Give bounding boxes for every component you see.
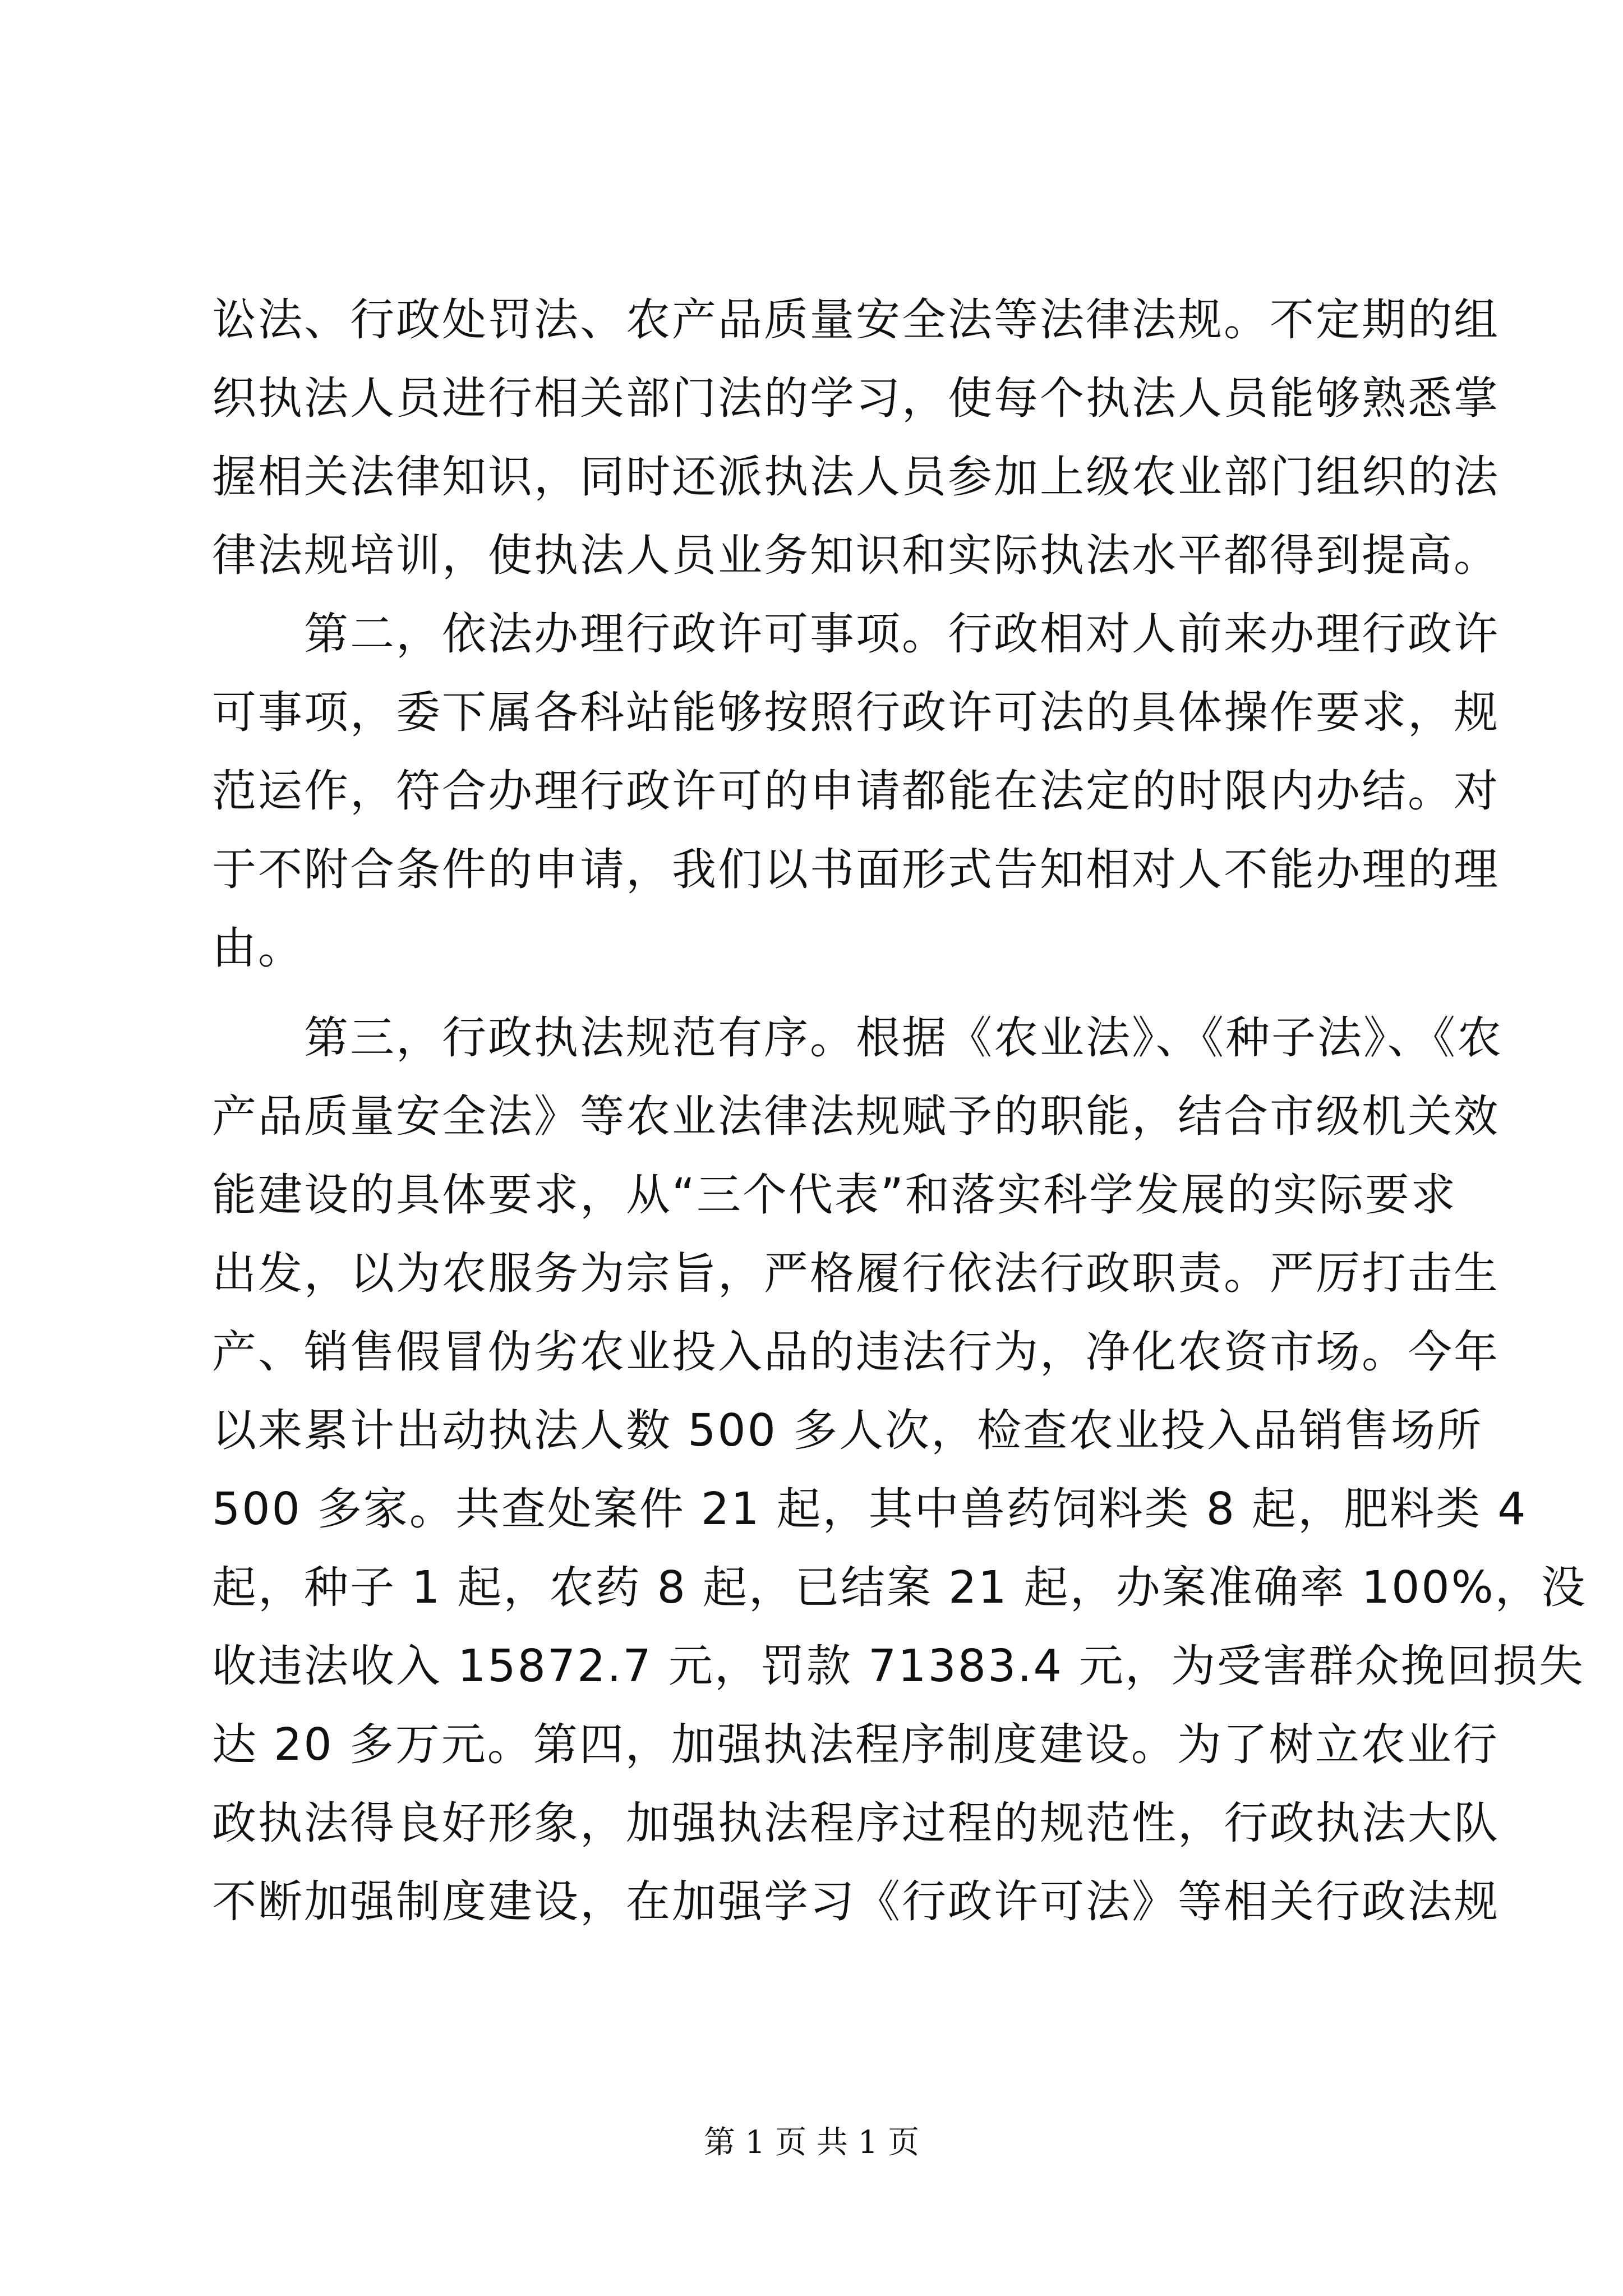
text-line: 出发，以为农服务为宗旨，严格履行依法行政职责。严厉打击生 [212, 1248, 1500, 1299]
text-line: 不断加强制度建设，在加强学习《行政许可法》等相关行政法规 [212, 1876, 1500, 1927]
text-line: 于不附合条件的申请，我们以书面形式告知相对人不能办理的理 [212, 844, 1500, 895]
page-number-footer: 第 1 页 共 1 页 [703, 2124, 920, 2161]
text-line: 能建设的具体要求，从“三个代表”和落实科学发展的实际要求 [212, 1169, 1457, 1221]
text-line: 达 20 多万元。第四，加强执法程序制度建设。为了树立农业行 [212, 1719, 1499, 1770]
text-line: 500 多家。共查处案件 21 起，其中兽药饲料类 8 起，肥料类 4 [212, 1483, 1528, 1535]
text-line: 第三，行政执法规范有序。根据《农业法》、《种子法》、《农 [212, 1012, 1503, 1064]
text-line: 由。 [212, 922, 304, 974]
text-line: 第二，依法办理行政许可事项。行政相对人前来办理行政许 [212, 608, 1500, 660]
text-line: 织执法人员进行相关部门法的学习，使每个执法人员能够熟悉掌 [212, 372, 1500, 424]
text-line: 政执法得良好形象，加强执法程序过程的规范性，行政执法大队 [212, 1797, 1500, 1849]
text-line: 可事项，委下属各科站能够按照行政许可法的具体操作要求，规 [212, 687, 1500, 738]
text-line: 起，种子 1 起，农药 8 起，已结案 21 起，办案准确率 100%，没 [212, 1562, 1587, 1613]
text-line: 握相关法律知识，同时还派执法人员参加上级农业部门组织的法 [212, 451, 1500, 503]
text-line: 律法规培训，使执法人员业务知识和实际执法水平都得到提高。 [212, 530, 1500, 581]
text-line: 收违法收入 15872.7 元，罚款 71383.4 元，为受害群众挽回损失 [212, 1640, 1585, 1692]
text-line: 以来累计出动执法人数 500 多人次，检查农业投入品销售场所 [212, 1405, 1483, 1456]
text-line: 产、销售假冒伪劣农业投入品的违法行为，净化农资市场。今年 [212, 1326, 1500, 1378]
text-line: 产品质量安全法》等农业法律法规赋予的职能，结合市级机关效 [212, 1091, 1500, 1142]
text-line: 讼法、行政处罚法、农产品质量安全法等法律法规。不定期的组 [212, 294, 1500, 346]
text-line: 范运作，符合办理行政许可的申请都能在法定的时限内办结。对 [212, 765, 1500, 817]
